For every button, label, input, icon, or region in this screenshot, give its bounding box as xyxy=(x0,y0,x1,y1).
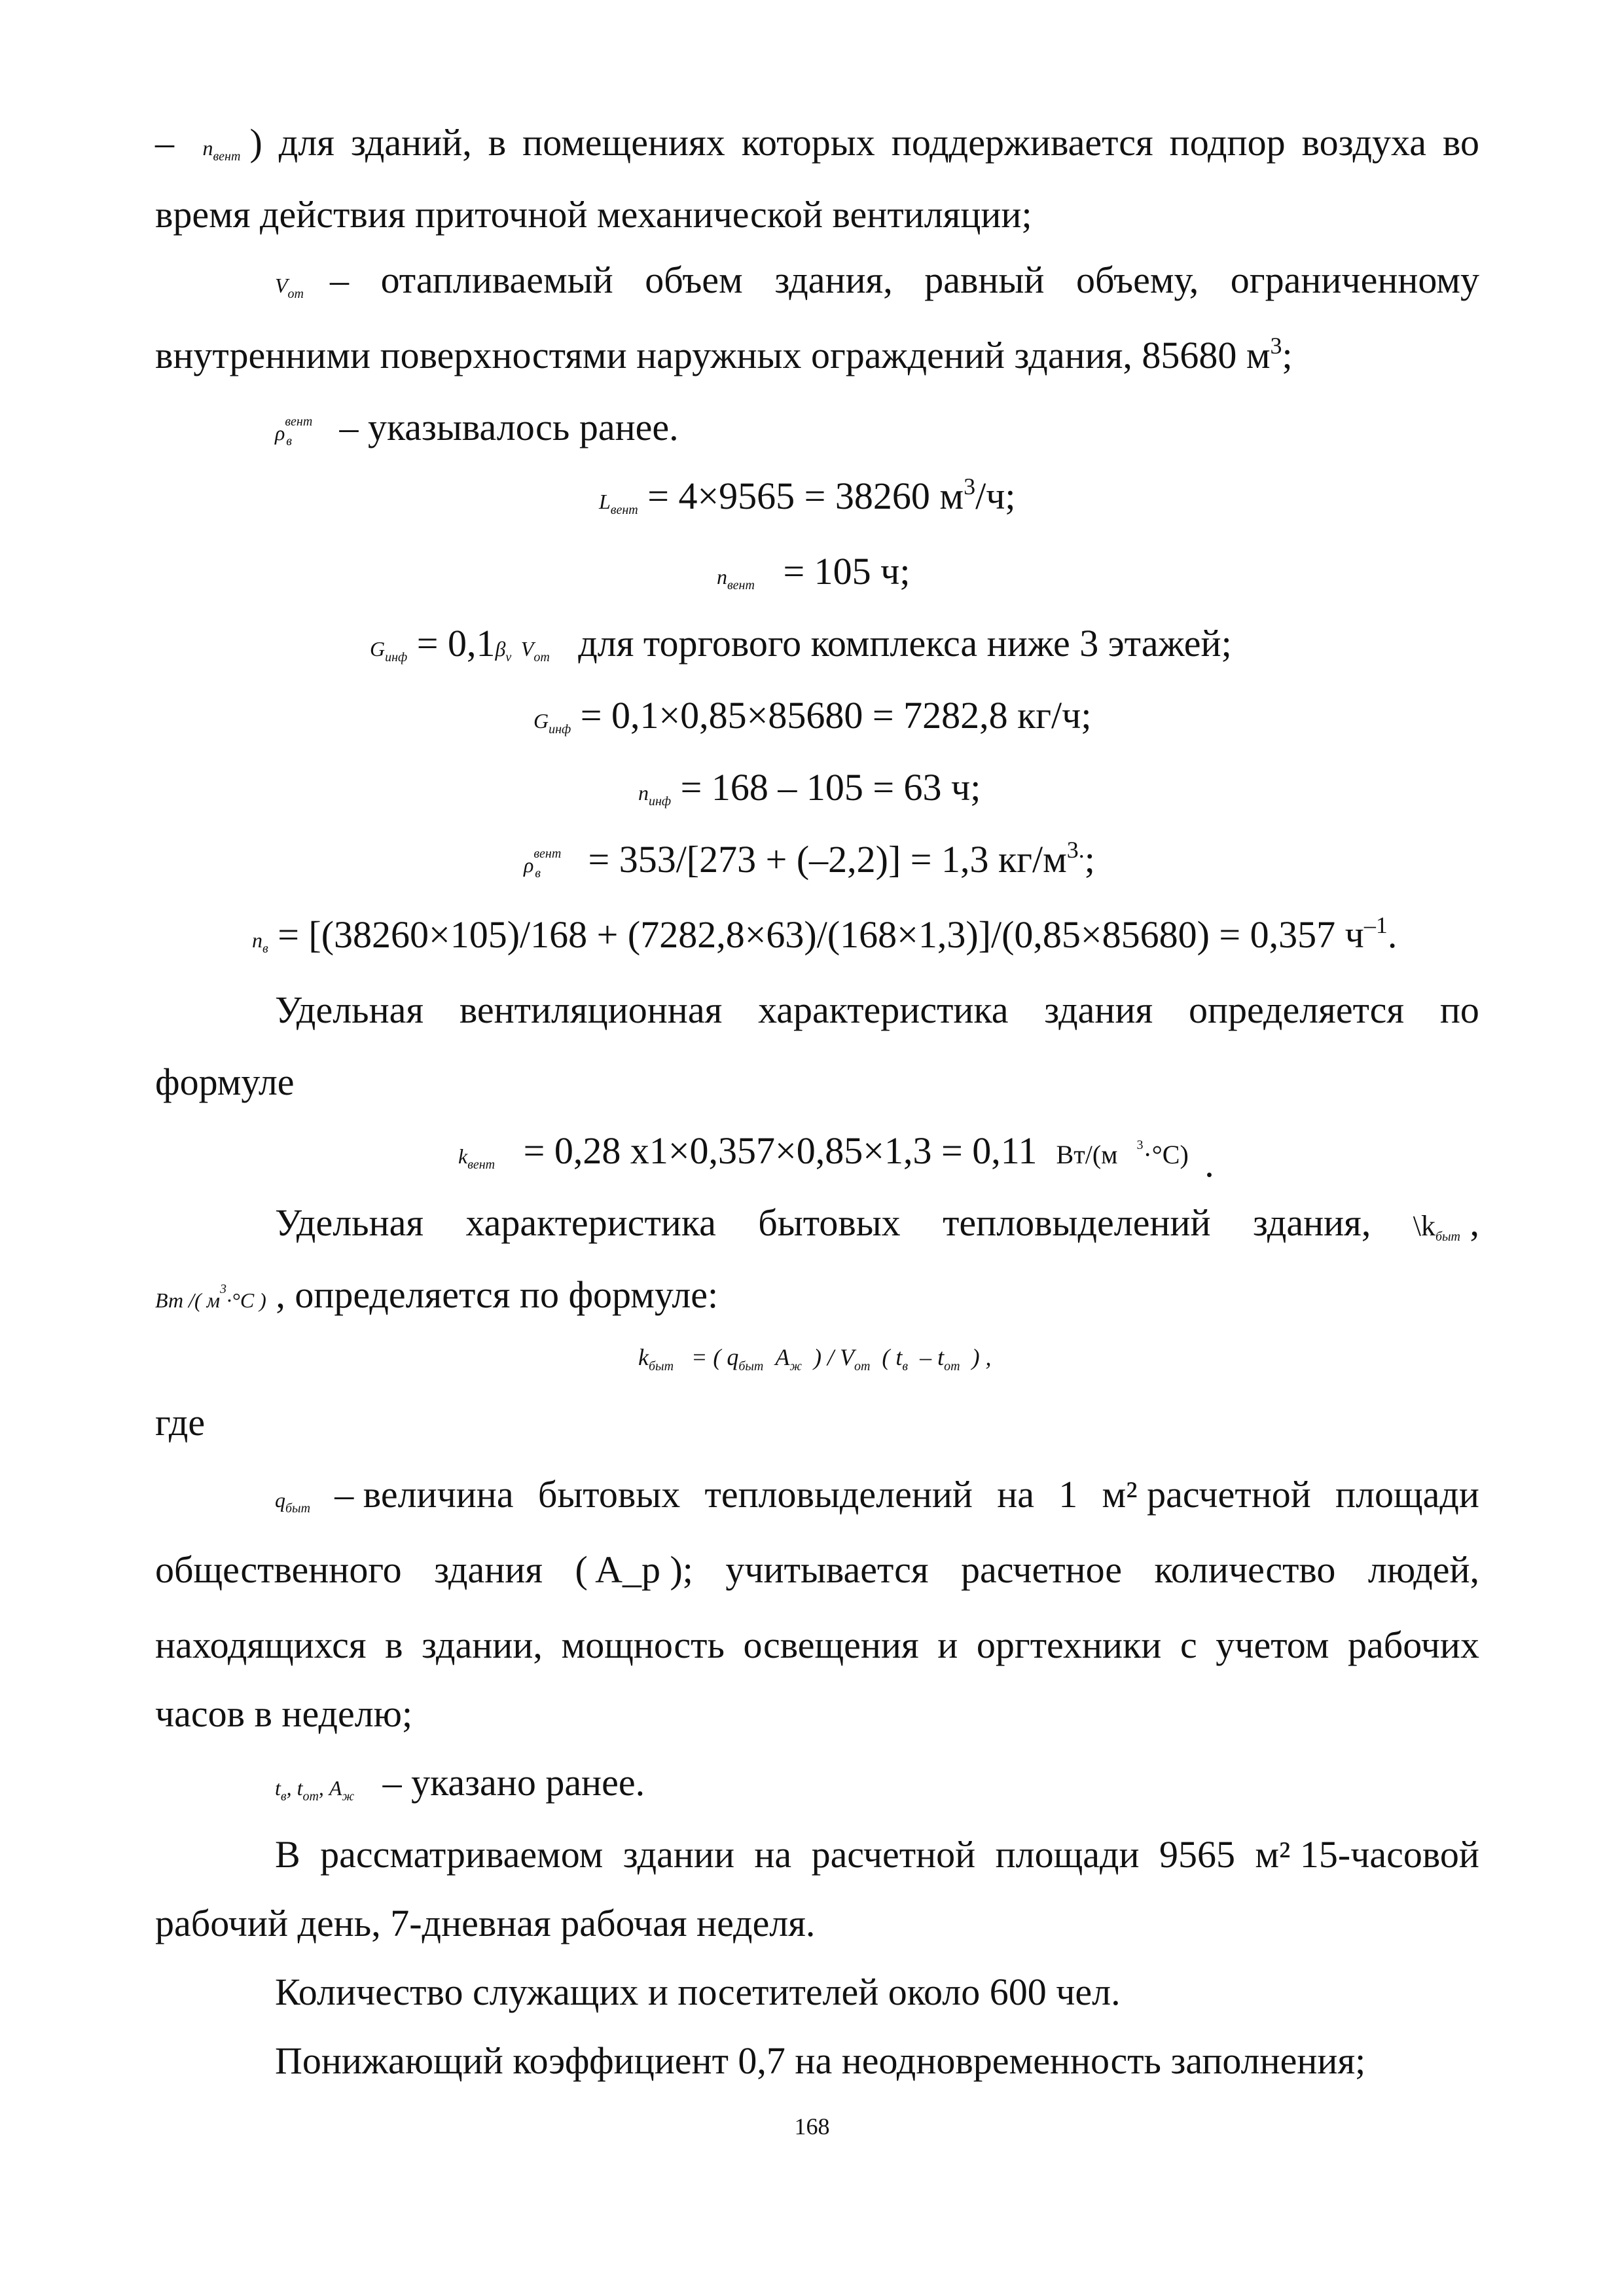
v-subscript: от xyxy=(533,650,550,665)
k-symbol: k xyxy=(458,1144,468,1168)
text-line-2: время действия приточной механической вентиляции; xyxy=(155,193,1032,236)
tv-line xyxy=(275,1758,645,1807)
v-subscript: от xyxy=(287,287,304,301)
rho-subscript: в xyxy=(535,866,541,881)
t-subscript: в xyxy=(902,1359,909,1374)
k-subscript: вент xyxy=(467,1157,496,1172)
n-subscript: инф xyxy=(649,794,672,809)
paragraph-4-line-1 xyxy=(275,1830,1479,1879)
word: освещения xyxy=(743,1624,919,1666)
t-symbol: ( t xyxy=(882,1344,903,1370)
q-symbol: q xyxy=(275,1488,285,1512)
word: здании xyxy=(623,1833,734,1876)
dash: – xyxy=(155,121,174,164)
a-subscript: ж xyxy=(789,1359,802,1374)
eq5-text: = 168 – 105 = 63 ч; xyxy=(680,766,981,809)
t2-subscript: от xyxy=(302,1789,319,1804)
word: находящихся xyxy=(155,1624,367,1666)
n-symbol: n xyxy=(638,781,649,805)
a-symbol: , A xyxy=(318,1776,342,1800)
g-symbol: G xyxy=(370,637,386,661)
word: В xyxy=(275,1833,300,1876)
word: мощность xyxy=(561,1624,725,1666)
line1-lead xyxy=(155,118,240,167)
t-subscript: в xyxy=(280,1789,287,1804)
unit-tail: ·°C ) xyxy=(226,1288,266,1312)
eq1-tail: /ч; xyxy=(975,475,1016,517)
rho-symbol: ρ xyxy=(275,421,285,445)
comma: , xyxy=(1470,1201,1479,1244)
word: Удельная xyxy=(275,1201,424,1244)
eq9-mid: ) / V xyxy=(813,1344,854,1370)
line4-sup: 3 xyxy=(1270,333,1282,359)
word: 1 xyxy=(1058,1473,1078,1516)
word: рабочих xyxy=(1348,1624,1479,1666)
word: м² 15-часовой xyxy=(1255,1833,1479,1876)
t2-symbol: , t xyxy=(286,1776,303,1800)
l-symbol: L xyxy=(599,490,611,513)
equation-n-vent xyxy=(717,547,910,596)
t-symbol: t xyxy=(275,1776,281,1800)
word: Удельная xyxy=(275,989,424,1031)
word: – величина xyxy=(334,1473,514,1516)
text-line-4 xyxy=(155,331,1293,380)
g-symbol: G xyxy=(533,709,549,733)
eq9-minus: – t xyxy=(920,1344,945,1370)
rho-line xyxy=(275,403,679,452)
word: на xyxy=(754,1833,792,1876)
line1-text: ) для зданий, в помещениях которых поддерживается подпор воздуха во xyxy=(249,121,1479,164)
k-symbol: \k xyxy=(1413,1210,1435,1242)
paragraph-3-line-4: часов в неделю; xyxy=(155,1692,413,1735)
n-subscript: в xyxy=(262,941,268,956)
paragraph-1-line-1 xyxy=(275,985,1479,1034)
l-subscript: вент xyxy=(610,503,638,517)
word: здания xyxy=(434,1548,543,1591)
paragraph-6: Понижающий коэффициент 0,7 на неодновременность заполнения; xyxy=(275,2039,1366,2082)
word: характеристика xyxy=(465,1201,716,1244)
vot-symbol-group xyxy=(275,255,304,304)
beta-subscript: v xyxy=(505,650,512,665)
eq3-mid: = 0,1 xyxy=(416,622,496,665)
n-symbol: n xyxy=(252,928,262,952)
eq1-text: = 4×9565 = 38260 м xyxy=(647,475,964,517)
vot-line xyxy=(275,255,1479,304)
word: на xyxy=(997,1473,1035,1516)
beta-symbol: β xyxy=(495,637,506,661)
word: с xyxy=(1180,1624,1197,1666)
eq6-sup: 3. xyxy=(1066,837,1085,863)
equation-g-inf-value xyxy=(533,691,1091,740)
n-subscript: вент xyxy=(727,578,755,592)
q-symbol-group xyxy=(275,1470,310,1519)
word: тепловыделений xyxy=(704,1473,973,1516)
k-byt-symbol-group xyxy=(1413,1198,1479,1247)
word: учитывается xyxy=(725,1548,929,1591)
paragraph-2-line-2 xyxy=(155,1270,718,1319)
word: учетом xyxy=(1216,1624,1329,1666)
paragraph-3-line-1 xyxy=(275,1470,1479,1519)
equation-k-byt xyxy=(638,1342,992,1375)
para2-line2-text: , определяется по формуле: xyxy=(276,1273,719,1316)
vot-text: – отапливаемый объем здания, равный объему, ограниченному xyxy=(330,259,1479,301)
word: в xyxy=(385,1624,403,1666)
word: здания xyxy=(1044,989,1153,1031)
equation-rho xyxy=(524,835,1095,884)
eq2-text: = 105 ч; xyxy=(783,550,911,592)
word: количество xyxy=(1154,1548,1336,1591)
q-subscript: быт xyxy=(738,1359,764,1374)
t2-subscript: от xyxy=(944,1359,960,1374)
line4-text: внутренними поверхностями наружных ограждений здания, 85680 м xyxy=(155,334,1271,376)
paragraph-5: Количество служащих и посетителей около 600 чел. xyxy=(275,1971,1121,2013)
paragraph-3-line-2 xyxy=(155,1545,1479,1594)
word: вентиляционная xyxy=(459,989,723,1031)
word: м² расчетной xyxy=(1102,1473,1311,1516)
unit-sup: 3 xyxy=(220,1282,227,1296)
gde-text: где xyxy=(155,1401,206,1444)
word: общественного xyxy=(155,1548,402,1591)
unit-tail: ·°С) xyxy=(1143,1140,1189,1169)
paragraph-2-line-1 xyxy=(275,1198,1479,1247)
line4-tail: ; xyxy=(1282,334,1293,376)
word: тепловыделений xyxy=(943,1201,1211,1244)
eq6-text: = 353/[273 + (–2,2)] = 1,3 кг/м xyxy=(588,838,1067,881)
word: 9565 xyxy=(1159,1833,1235,1876)
eq4-text: = 0,1×0,85×85680 = 7282,8 кг/ч; xyxy=(580,694,1092,737)
unit-sup: 3 xyxy=(1136,1138,1144,1152)
paragraph-4-line-2: рабочий день, 7-дневная рабочая неделя. xyxy=(155,1902,816,1944)
eq9-rest: = ( q xyxy=(691,1344,739,1370)
eq7-tail: . xyxy=(1387,913,1398,956)
text-line-1 xyxy=(155,118,1479,167)
n-symbol: n xyxy=(717,565,727,589)
rho-subscript: в xyxy=(286,434,292,448)
word: людей, xyxy=(1367,1548,1479,1591)
paragraph-1-line-2: формуле xyxy=(155,1061,295,1103)
word: расчетной xyxy=(811,1833,976,1876)
n-symbol: n xyxy=(202,136,213,160)
k-subscript: быт xyxy=(648,1359,674,1374)
eq6-tail: ; xyxy=(1084,838,1095,881)
equation-l-vent xyxy=(599,471,1015,520)
v-symbol: V xyxy=(520,637,534,661)
word: здании, xyxy=(422,1624,543,1666)
word: площади xyxy=(995,1833,1140,1876)
eq7-text: = [(38260×105)/168 + (7282,8×63)/(168×1,3)]/(0,85×85680) = 0,357 ч xyxy=(278,913,1364,956)
a-symbol: A xyxy=(775,1344,790,1370)
unit-text: Вт/(м xyxy=(1056,1140,1118,1169)
q-subscript: быт xyxy=(285,1501,311,1516)
equation-n-inf xyxy=(638,763,981,812)
eq8-text: = 0,28 х1×0,357×0,85×1,3 = 0,11 xyxy=(523,1129,1038,1172)
paragraph-3-line-3 xyxy=(155,1620,1479,1669)
unit-text: Вт /( м xyxy=(155,1288,221,1312)
equation-k-vent xyxy=(458,1126,1214,1185)
equation-n-v xyxy=(252,910,1397,959)
rho-text: – указывалось ранее. xyxy=(339,406,679,448)
word: площади xyxy=(1335,1473,1479,1516)
k-symbol: k xyxy=(638,1344,649,1370)
eq8-dot: . xyxy=(1204,1142,1214,1185)
eq1-sup: 3 xyxy=(964,473,976,500)
rho-superscript: вент xyxy=(285,414,313,429)
tv-text: – указано ранее. xyxy=(382,1761,645,1804)
rho-symbol: ρ xyxy=(524,853,534,877)
word: характеристика xyxy=(758,989,1009,1031)
word: по xyxy=(1439,989,1479,1031)
word: оргтехники xyxy=(976,1624,1162,1666)
n-subscript: вент xyxy=(213,149,241,164)
word: расчетное xyxy=(960,1548,1123,1591)
g-subscript: инф xyxy=(385,650,408,665)
page-number: 168 xyxy=(794,2113,830,2140)
k-subscript: быт xyxy=(1435,1230,1460,1244)
word: определяется xyxy=(1188,989,1405,1031)
g-subscript: инф xyxy=(549,722,571,737)
eq3-text: для торгового комплекса ниже 3 этажей; xyxy=(578,622,1232,665)
rho-superscript: вент xyxy=(533,847,562,861)
word: рассматриваемом xyxy=(320,1833,604,1876)
v-subscript: от xyxy=(854,1359,871,1374)
eq9-end: ) , xyxy=(971,1344,992,1370)
eq7-sup: –1 xyxy=(1363,912,1388,938)
word: ( A_р ); xyxy=(575,1548,693,1591)
equation-g-inf-formula xyxy=(370,619,1232,668)
word: здания, xyxy=(1252,1201,1371,1244)
word: бытовых xyxy=(537,1473,681,1516)
word: и xyxy=(937,1624,958,1666)
word: бытовых xyxy=(758,1201,901,1244)
a-subscript: ж xyxy=(342,1789,355,1804)
v-symbol: V xyxy=(275,274,288,297)
